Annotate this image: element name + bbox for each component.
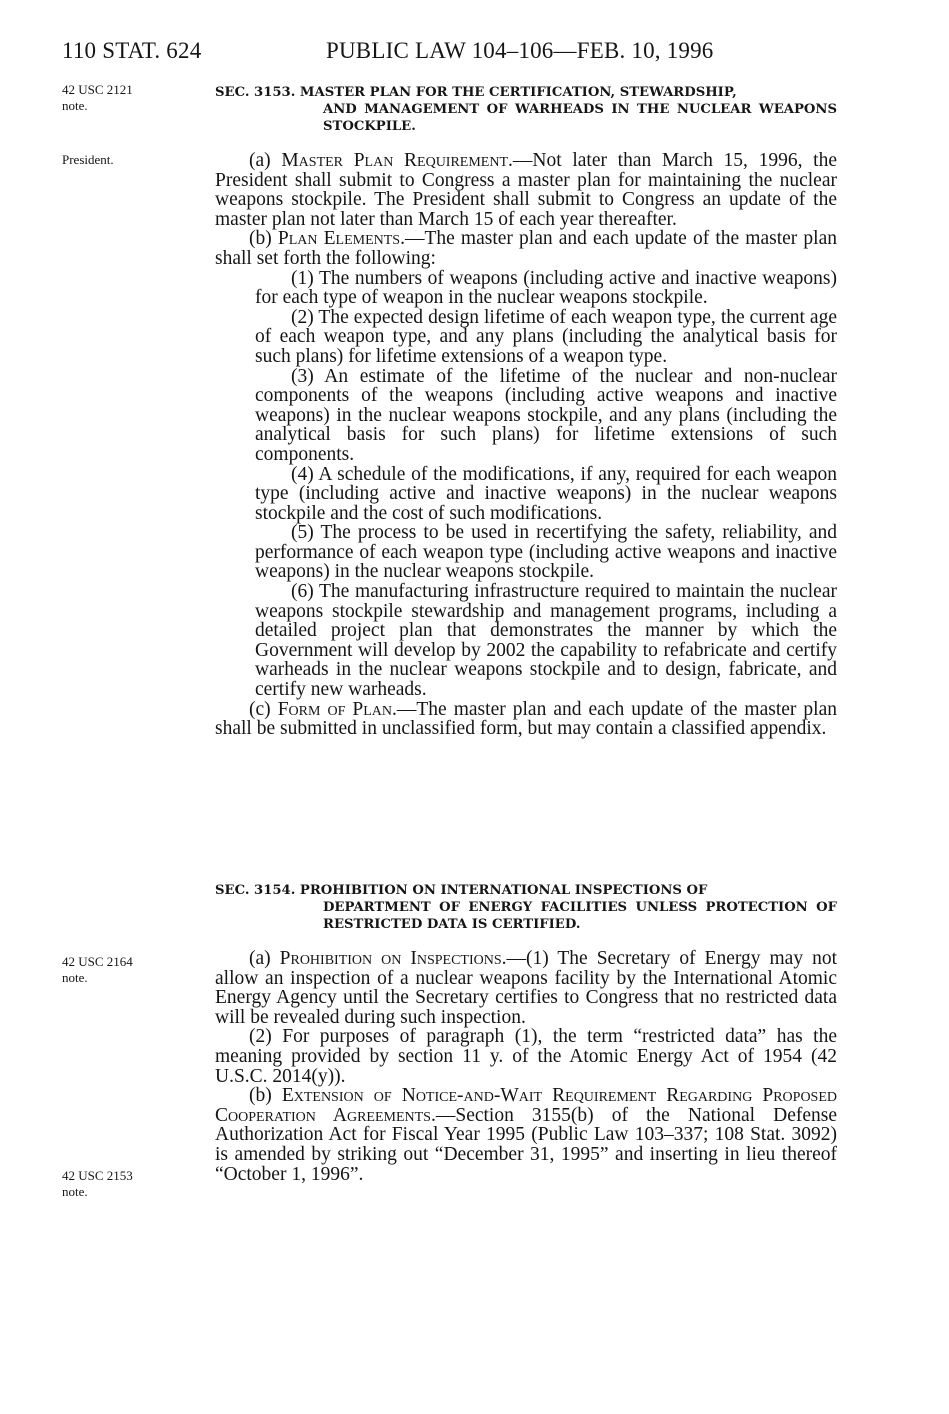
plan-element-5: (5) The process to be used in recertifying the safety, reliability, and performance of each weapon type (including active weapons and inactive weapons) in the nuclear weapons stockpile. — [255, 522, 837, 583]
subsection-label: (b) — [249, 228, 278, 250]
subsection-text: —Section 3155(b) of the National Defense Authorization Act for Fiscal Year 1995 (Public Law 103–337; 108 Stat. 3092) is amended by striking out “December 31, 1995” and inserting in lieu thereof “October 1, 1996”. — [215, 1104, 837, 1185]
plan-element-2: (2) The expected design lifetime of each weapon type, the current age of each weapon type, and any plans (including the analytical basis for such plans) for lifetime extensions of a weapon type. — [255, 306, 837, 367]
subsection-label: (a) — [249, 150, 282, 171]
section-3153 — [215, 84, 837, 739]
subsection-title: Plan Elements. — [277, 228, 405, 250]
plan-element-6: (6) The manufacturing infrastructure required to maintain the nuclear weapons stockpile stewardship and management programs, including a detailed project plan that demonstrates the manner by which the Government will develop by 2002 the capability to refabricate and certify warheads in the nuclear weapons stockpile and to design, fabricate, and certify new warheads. — [255, 581, 837, 701]
section-heading-continuation: AND MANAGEMENT OF WARHEADS IN THE NUCLEAR WEAPONS STOCKPILE. — [323, 102, 837, 134]
subsection-title: Form of Plan. — [277, 698, 397, 720]
subsection-title: Prohibition on Inspections. — [279, 948, 507, 969]
margin-note-line: note. — [62, 970, 88, 985]
subsection-b-plan-elements — [215, 229, 837, 268]
subsection-label: (c) — [249, 698, 278, 720]
section-3154 — [215, 882, 837, 1184]
section-heading-line: SEC. 3153. MASTER PLAN FOR THE CERTIFICATION, STEWARDSHIP, — [215, 85, 737, 100]
margin-note-usc-2153 — [62, 1168, 182, 1200]
subsection-label: (a) — [249, 948, 280, 969]
section-3153-heading — [215, 84, 837, 135]
margin-note-line: note. — [62, 1184, 88, 1199]
section-heading-line: SEC. 3154. PROHIBITION ON INTERNATIONAL INSPECTIONS OF — [215, 883, 708, 898]
margin-note-usc-2164 — [62, 954, 182, 986]
subsection-text: —The master plan and each update of the master plan shall be submitted in unclassified form, but may contain a classified appendix. — [215, 698, 837, 740]
margin-note-president — [62, 152, 182, 168]
public-law-date: PUBLIC LAW 104–106—FEB. 10, 1996 — [326, 38, 714, 63]
section-3154-heading — [215, 882, 837, 933]
stat-page-reference: 110 STAT. 624 — [62, 38, 202, 63]
subsection-c-form-of-plan — [215, 700, 837, 739]
subsection-text: —Not later than March 15, 1996, the President shall submit to Congress a master plan for maintaining the nuclear weapons stockpile. The President shall submit to Congress an update of the master plan not later than March 15 of each year thereafter. — [215, 150, 837, 230]
plan-element-3: (3) An estimate of the lifetime of the nuclear and non-nuclear components of the weapons (including active weapons and inactive weapons) in the nuclear weapons stockpile, and any plans (including the analytical basis for such plans) for lifetime extensions of such components. — [255, 365, 837, 465]
margin-note-line: note. — [62, 98, 88, 113]
section-heading-continuation: DEPARTMENT OF ENERGY FACILITIES UNLESS PROTECTION OF RESTRICTED DATA IS CERTIFIED. — [323, 900, 837, 932]
subsection-title: Master Plan Requirement. — [281, 150, 513, 171]
plan-element-4: (4) A schedule of the modifications, if any, required for each weapon type (including active and inactive weapons) in the nuclear weapons stockpile and the cost of such modifications. — [255, 463, 837, 524]
margin-note-usc-2121 — [62, 82, 182, 114]
plan-element-1: (1) The numbers of weapons (including active and inactive weapons) for each type of weapon in the nuclear weapons stockpile. — [255, 267, 837, 309]
subsection-label: (b) — [249, 1085, 282, 1107]
margin-note-line: 42 USC 2153 — [62, 1168, 133, 1183]
paragraph-2-restricted-data-definition: (2) For purposes of paragraph (1), the term “restricted data” has the meaning provided by section 11 y. of the Atomic Energy Act of 1954 (42 U.S.C. 2014(y)). — [215, 1026, 837, 1087]
margin-note-line: 42 USC 2164 — [62, 954, 133, 969]
subsection-title: Extension of Notice-and-Wait Requirement Regarding Proposed Cooperation Agreements. — [215, 1085, 837, 1126]
subsection-b-extension-of-notice-and-wait — [215, 1086, 837, 1184]
margin-note-line: President. — [62, 152, 114, 167]
subsection-a-prohibition-on-inspections — [215, 949, 837, 1027]
subsection-a-master-plan-requirement — [215, 151, 837, 229]
margin-note-line: 42 USC 2121 — [62, 82, 133, 97]
subsection-text: —The master plan and each update of the master plan shall set forth the following: — [215, 228, 837, 269]
subsection-text: —(1) The Secretary of Energy may not allow an inspection of a nuclear weapons facility by the International Atomic Energy Agency until the Secretary certifies to Congress that no restricted data will be revealed during such inspection. — [215, 948, 837, 1028]
